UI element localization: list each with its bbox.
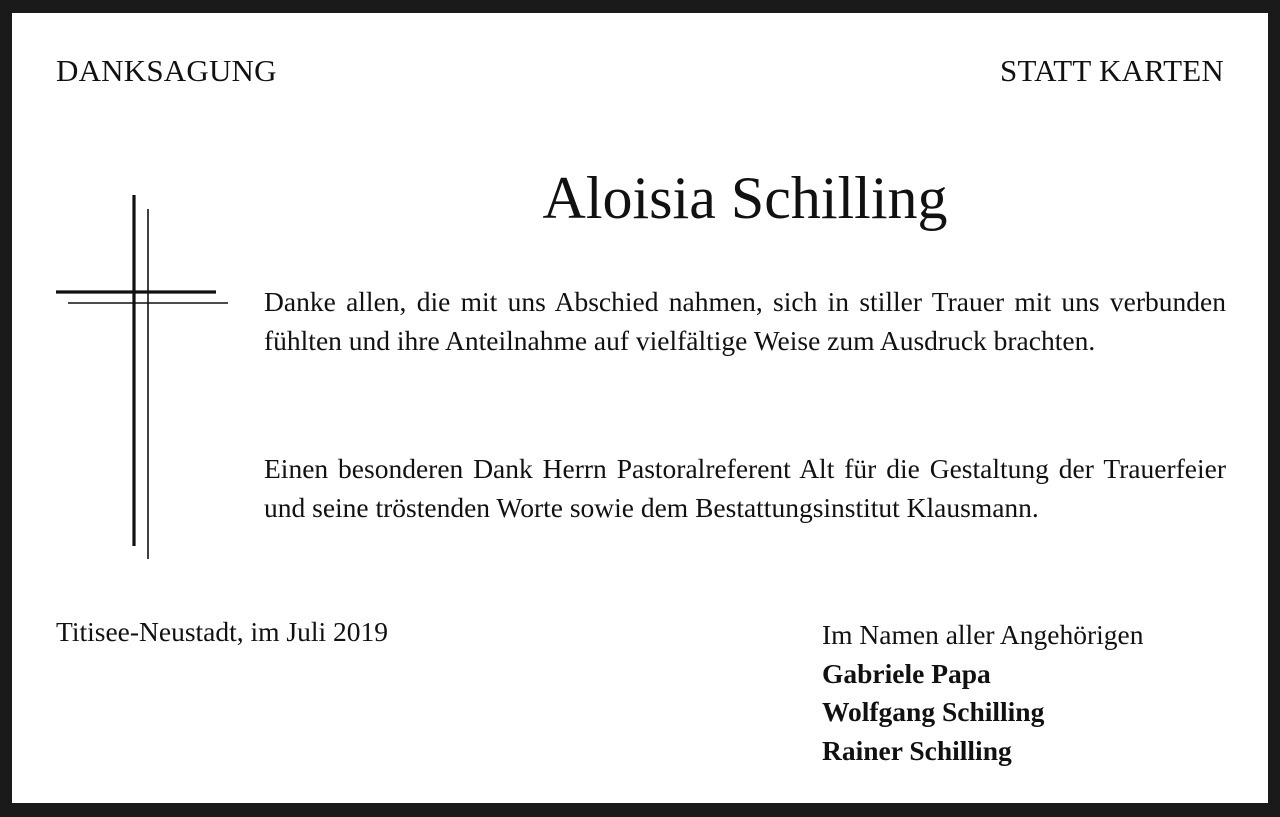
header-statt-karten: STATT KARTEN [1000, 53, 1224, 88]
obituary-notice [12, 13, 1268, 803]
signer-name: Gabriele Papa [822, 657, 991, 689]
thanks-paragraph-1: Danke allen, die mit uns Abschied nahmen, sich in stiller Trauer mit uns verbunden fühlten und ihre Anteilnahme auf vielfältige Weise zum Ausdruck brachten. [264, 286, 1226, 356]
signature-block [822, 616, 1144, 770]
header-danksagung: DANKSAGUNG [56, 53, 277, 88]
signer-name: Rainer Schilling [822, 734, 1012, 766]
deceased-name: Aloisia Schilling [542, 165, 948, 231]
signer-name: Wolfgang Schilling [822, 696, 1045, 727]
place-date: Titisee-Neustadt, im Juli 2019 [56, 616, 389, 647]
thanks-paragraph-2: Einen besonderen Dank Herrn Pastoralreferent Alt für die Gestaltung der Trauerfeier und seine tröstenden Worte sowie dem Bestattungsinstitut Klausmann. [264, 453, 1226, 523]
signature-intro: Im Namen aller Angehörigen [822, 619, 1144, 650]
cross-icon [12, 13, 252, 573]
